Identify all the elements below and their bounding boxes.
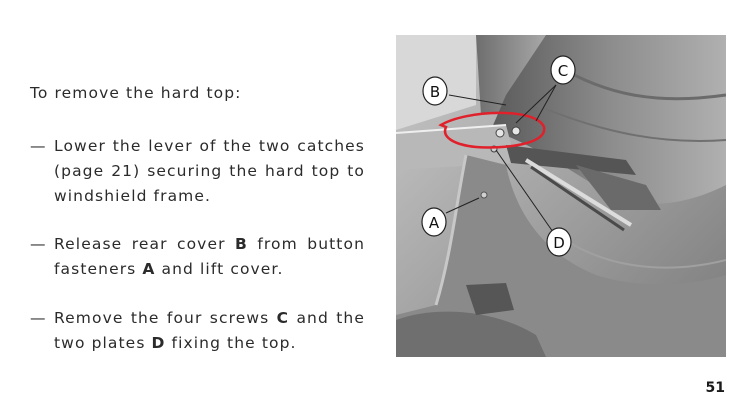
callout-c: [551, 56, 575, 84]
callout-a: [422, 208, 446, 236]
step-1-text: Lower the lever of the two catches (page 21) securing the hard top to windshield frame.: [54, 137, 365, 205]
step-2-text: Release rear cover B from button fasteners A and lift cover.: [54, 235, 365, 278]
svg-text:D: D: [553, 234, 565, 252]
callout-b: [423, 77, 447, 105]
step-dash: —: [30, 137, 47, 155]
ref-b: B: [235, 235, 248, 253]
step-dash: —: [30, 309, 47, 327]
step-1: [30, 134, 365, 209]
step-2: [30, 232, 365, 282]
intro-text: To remove the hard top:: [30, 84, 242, 102]
callout-d: [547, 228, 571, 256]
ref-a: A: [142, 260, 156, 278]
hard-top-photo: [396, 35, 726, 357]
page-number: 51: [705, 380, 725, 396]
ref-d: D: [151, 334, 166, 352]
svg-text:B: B: [429, 83, 441, 101]
ref-c: C: [276, 309, 290, 327]
step-3-text: Remove the four screws C and the two plates D fixing the top.: [54, 309, 365, 352]
step-3: [30, 306, 365, 356]
step-dash: —: [30, 235, 47, 253]
svg-text:C: C: [557, 62, 569, 80]
svg-text:A: A: [428, 214, 440, 232]
